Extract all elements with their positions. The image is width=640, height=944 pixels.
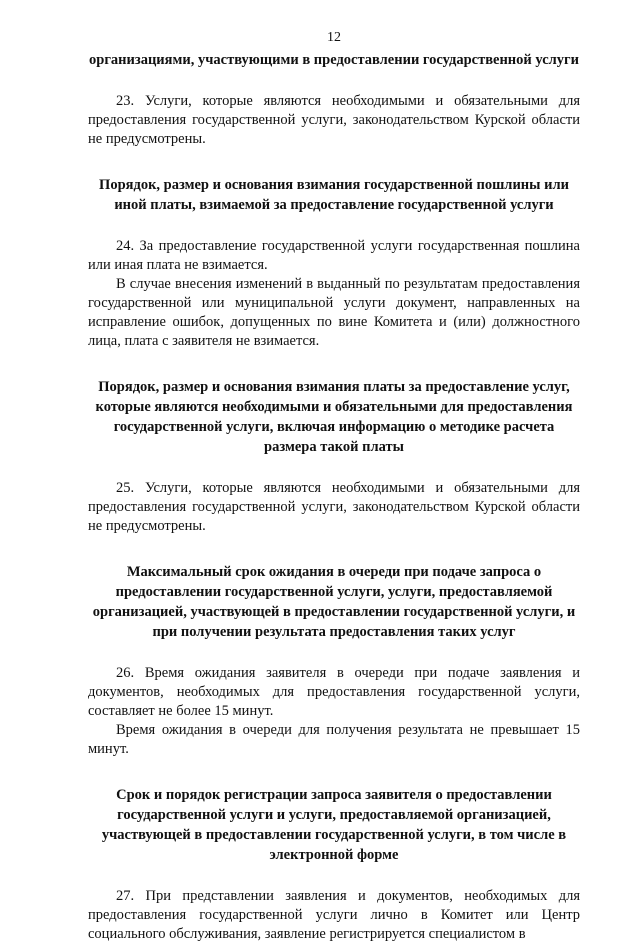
section-heading-queue-time: Максимальный срок ожидания в очереди при подаче запроса о предоставлении государственной услуги, услуги, предоставляемой организацией, участвующей в предоставлении государственной услуги, и при получении результата предоставления таких услуг (92, 564, 576, 640)
section-heading-continued: организациями, участвующими в предоставлении государственной услуги (89, 52, 579, 68)
section-heading-required-services-fee: Порядок, размер и основания взимания платы за предоставление услуг, которые являются необходимыми и обязательными для предоставления государственной услуги, включая информацию о методике расчета размера такой платы (95, 379, 573, 455)
paragraph-26: 26. Время ожидания заявителя в очереди при подаче заявления и документов, необходимых для предоставления государственной услуги, составляет не более 15 минут. (88, 665, 580, 719)
document-page (88, 30, 580, 944)
section-heading-state-fee: Порядок, размер и основания взимания государственной пошлины или иной платы, взимаемой за предоставление государственной услуги (99, 177, 569, 213)
paragraph-26-result-wait: Время ожидания в очереди для получения результата не превышает 15 минут. (88, 722, 580, 757)
paragraph-24-corrections: В случае внесения изменений в выданный по результатам предоставления государственной или муниципальной услуги документ, направленных на исправление ошибок, допущенных по вине Комитета и (или) должностного лица, плата с заявителя не взимается. (88, 276, 580, 349)
paragraph-27: 27. При представлении заявления и документов, необходимых для предоставления государственной услуги лично в Комитет или Центр социального обслуживания, заявление регистрируется специалистом в (88, 888, 580, 942)
paragraph-25: 25. Услуги, которые являются необходимыми и обязательными для предоставления государственной услуги, законодательством Курской области не предусмотрены. (88, 480, 580, 534)
page-number: 12 (327, 30, 341, 45)
section-heading-registration: Срок и порядок регистрации запроса заявителя о предоставлении государственной услуги и услуги, предоставляемой организацией, участвующей в предоставлении государственной услуги, в том числе в электронной форме (101, 787, 567, 863)
paragraph-24: 24. За предоставление государственной услуги государственная пошлина или иная плата не взимается. (88, 238, 580, 273)
paragraph-23: 23. Услуги, которые являются необходимыми и обязательными для предоставления государственной услуги, законодательством Курской области не предусмотрены. (88, 93, 580, 147)
